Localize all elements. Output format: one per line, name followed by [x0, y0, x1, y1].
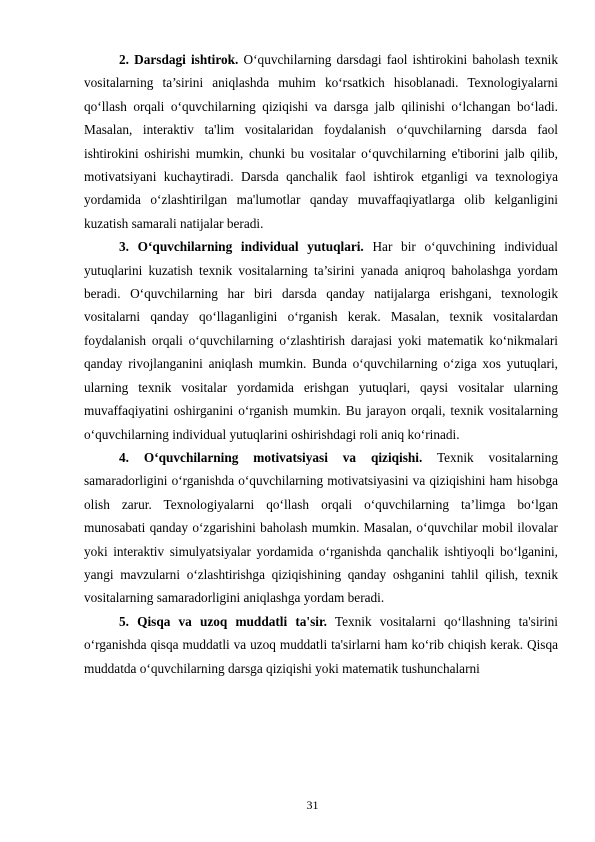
paragraph-text: O‘quvchilarning darsdagi faol ishtirokini baholash texnik vositalarning ta’sirini aniqlashda muhim ko‘rsatkich hisoblanadi. Texnologiyalarni qo‘llash orqali o‘quvchilarning qiziqishi va darsga jalb qilinishi o‘lchangan bo‘ladi. Masalan, interaktiv ta'lim vositalaridan foydalanish o‘quvchilarning darsda faol ishtirokini oshirishi mumkin, chunki bu vositalar o‘quvchilarning e'tiborini jalb qilib, motivatsiyani kuchaytiradi. Darsda qanchalik faol ishtirok etganligi va texnologiya yordamida o‘zlashtirilgan ma'lumotlar qanday muvaffaqiyatlarga olib kelganligini kuzatish samarali natijalar beradi.: [84, 52, 558, 231]
paragraph-heading: 2. Darsdagi ishtirok.: [119, 52, 239, 67]
document-body: [84, 48, 558, 680]
paragraph-participation: [84, 48, 558, 235]
paragraph-short-long-term: [84, 610, 558, 680]
paragraph-heading: 3. O‘quvchilarning individual yutuqlari.: [119, 239, 364, 255]
paragraph-text: Texnik vositalarni qo‘llashning ta'sirini o‘rganishda qisqa muddatli va uzoq muddatli ta'sirlarni ham ko‘rib chiqish kerak. Qisqa muddatda o‘quvchilarning darsga qiziqishi yoki matematik tushunchalarni: [84, 613, 559, 676]
page-number: 31: [306, 798, 319, 812]
paragraph-motivation: [84, 446, 558, 610]
paragraph-heading: 4. O‘quvchilarning motivatsiyasi va qiziqishi.: [119, 449, 423, 465]
paragraph-text: Har bir o‘quvchining individual yutuqlarini kuzatish texnik vositalarning ta’sirini yanada aniqroq baholashga yordam beradi. O‘quvchilarning har biri darsda qanday natijalarga erishgani, texnologik vositalarni qanday qo‘llaganligini o‘rganish kerak. Masalan, texnik vositalardan foydalanish orqali o‘quvchilarning o‘zlashtirish darajasi yoki matematik ko‘nikmalari qanday rivojlanganini aniqlash mumkin. Bunda o‘quvchilarning o‘ziga xos yutuqlari, ularning texnik vositalar yordamida erishgan yutuqlari, qaysi vositalar ularning muvaffaqiyatini oshirganini o‘rganish mumkin. Bu jarayon orqali, texnik vositalarning o‘quvchilarning individual yutuqlarini oshirishdagi roli aniq ko‘rinadi.: [84, 239, 559, 442]
paragraph-heading: 5. Qisqa va uzoq muddatli ta'sir.: [119, 613, 327, 629]
paragraph-individual-achievements: [84, 235, 558, 446]
paragraph-text: Texnik vositalarning samaradorligini o‘rganishda o‘quvchilarning motivatsiyasini va qiziqishini ham hisobga olish zarur. Texnologiyalarni qo‘llash orqali o‘quvchilarning ta’limga bo‘lgan munosabati qanday o‘zgarishini baholash mumkin. Masalan, o‘quvchilar mobil ilovalar yoki interaktiv simulyatsiyalar yordamida o‘rganishda qanchalik ishtiyoqli bo‘lganini, yangi mavzularni o‘zlashtirishga qiziqishining qanday oshganini tahlil qilish, texnik vositalarning samaradorligini aniqlashga yordam beradi.: [84, 449, 558, 606]
